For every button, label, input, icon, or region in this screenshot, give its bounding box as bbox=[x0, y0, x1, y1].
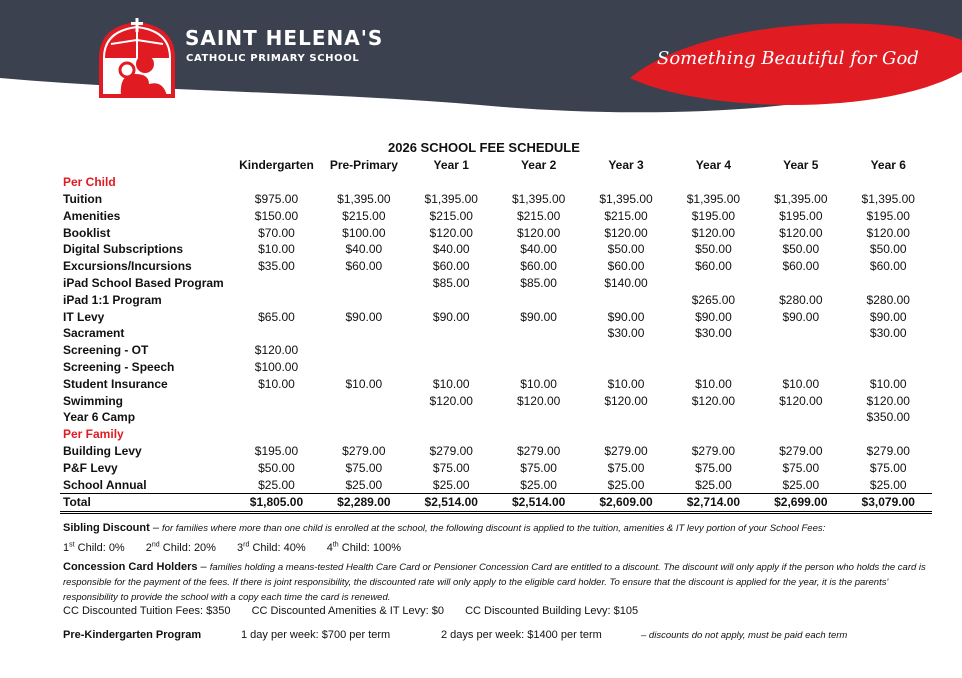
fee-cell bbox=[408, 426, 495, 443]
fee-cell bbox=[670, 275, 757, 292]
fee-cell: $195.00 bbox=[866, 208, 910, 223]
fee-cell: $2,514.00 bbox=[408, 493, 495, 512]
fee-cell: $90.00 bbox=[695, 309, 732, 324]
row-label: Screening - OT bbox=[63, 343, 149, 358]
table-row bbox=[60, 224, 932, 241]
row-label: Swimming bbox=[63, 393, 124, 408]
concession-heading: Concession Card Holders bbox=[63, 561, 198, 573]
fee-cell: $2,714.00 bbox=[670, 493, 757, 512]
fee-cell: $10.00 bbox=[607, 376, 645, 391]
fee-cell: $50.00 bbox=[695, 242, 732, 257]
fee-cell bbox=[757, 359, 844, 376]
sibling-tier: 4th Child: 100% bbox=[326, 541, 402, 554]
fee-cell: $279.00 bbox=[342, 443, 386, 458]
fee-cell: $10.00 bbox=[695, 376, 732, 391]
fee-cell: $60.00 bbox=[782, 259, 820, 274]
fee-cell: $100.00 bbox=[342, 225, 386, 240]
fee-cell bbox=[582, 359, 669, 376]
fee-cell bbox=[320, 325, 407, 342]
fee-cell: $65.00 bbox=[258, 309, 295, 324]
table-row bbox=[60, 443, 932, 460]
fee-cell: $40.00 bbox=[345, 242, 383, 257]
row-label: P&F Levy bbox=[63, 460, 118, 475]
fee-cell bbox=[582, 174, 669, 191]
fee-cell: $1,395.00 bbox=[686, 191, 741, 206]
row-label: Building Levy bbox=[63, 443, 142, 458]
concession-discounts bbox=[63, 604, 638, 619]
fee-cell: $25.00 bbox=[607, 477, 645, 492]
document-title: 2026 SCHOOL FEE SCHEDULE bbox=[388, 140, 580, 155]
fee-cell: $75.00 bbox=[869, 460, 907, 475]
fee-cell bbox=[320, 359, 407, 376]
row-label: School Annual bbox=[63, 477, 147, 492]
fee-cell: $279.00 bbox=[691, 443, 736, 458]
fee-cell: $120.00 bbox=[691, 225, 736, 240]
fee-cell: $50.00 bbox=[607, 242, 645, 257]
fee-cell bbox=[495, 409, 582, 426]
row-label: IT Levy bbox=[63, 309, 105, 324]
fee-cell: $75.00 bbox=[695, 460, 732, 475]
column-header: Kindergarten bbox=[239, 158, 314, 173]
row-label: Tuition bbox=[63, 191, 103, 206]
fee-cell bbox=[670, 342, 757, 359]
fee-cell: $120.00 bbox=[604, 225, 648, 240]
fee-cell bbox=[495, 325, 582, 342]
table-row bbox=[60, 359, 932, 376]
fee-cell: $35.00 bbox=[258, 259, 295, 274]
fee-cell: $120.00 bbox=[254, 343, 299, 358]
table-row bbox=[60, 459, 932, 476]
fee-cell: $75.00 bbox=[345, 460, 383, 475]
fee-cell bbox=[757, 342, 844, 359]
table-row bbox=[60, 409, 932, 426]
fee-cell: $280.00 bbox=[866, 292, 910, 307]
table-row bbox=[60, 207, 932, 224]
fee-cell: $195.00 bbox=[691, 208, 736, 223]
prekindy-option-2: 2 days per week: $1400 per term bbox=[441, 629, 602, 641]
table-row bbox=[60, 291, 932, 308]
fee-cell bbox=[408, 409, 495, 426]
fee-cell bbox=[408, 359, 495, 376]
row-label: iPad School Based Program bbox=[63, 275, 224, 290]
fee-cell: $120.00 bbox=[429, 225, 473, 240]
fee-cell: $1,395.00 bbox=[861, 191, 915, 206]
fee-cell bbox=[582, 342, 669, 359]
row-label: Total bbox=[60, 493, 233, 512]
table-row bbox=[60, 275, 932, 292]
column-header: Year 5 bbox=[783, 158, 819, 173]
fee-cell bbox=[495, 426, 582, 443]
fee-cell: $10.00 bbox=[345, 376, 383, 391]
fee-cell: $85.00 bbox=[520, 275, 557, 290]
fee-cell: $75.00 bbox=[607, 460, 645, 475]
row-label: Digital Subscriptions bbox=[63, 242, 184, 257]
sibling-tier: 3rd Child: 40% bbox=[237, 541, 306, 554]
fee-cell bbox=[845, 275, 933, 292]
fee-cell: $30.00 bbox=[869, 326, 907, 341]
fee-cell: $90.00 bbox=[869, 309, 907, 324]
fee-cell: $70.00 bbox=[258, 225, 295, 240]
fee-cell: $25.00 bbox=[520, 477, 557, 492]
column-header: Year 1 bbox=[433, 158, 469, 173]
table-row bbox=[60, 342, 932, 359]
fee-cell: $120.00 bbox=[866, 393, 910, 408]
fee-cell: $75.00 bbox=[520, 460, 557, 475]
fee-cell: $1,805.00 bbox=[233, 493, 320, 512]
fee-cell: $25.00 bbox=[782, 477, 820, 492]
school-crest-icon bbox=[97, 18, 177, 98]
table-row bbox=[60, 325, 932, 342]
fee-cell: $10.00 bbox=[432, 376, 470, 391]
row-label: Amenities bbox=[63, 208, 121, 223]
prekindy-disclaimer: – discounts do not apply, must be paid each term bbox=[641, 630, 848, 641]
fee-cell bbox=[233, 392, 320, 409]
cc-building-discount: CC Discounted Building Levy: $105 bbox=[465, 605, 639, 617]
total-row bbox=[60, 493, 932, 512]
fee-cell bbox=[320, 275, 407, 292]
fee-cell bbox=[233, 426, 320, 443]
fee-cell: $10.00 bbox=[520, 376, 557, 391]
fee-cell: $280.00 bbox=[779, 292, 823, 307]
fee-cell bbox=[495, 291, 582, 308]
fee-cell: $60.00 bbox=[520, 259, 557, 274]
fee-cell: $10.00 bbox=[258, 376, 295, 391]
fee-cell: $1,395.00 bbox=[424, 191, 478, 206]
fee-cell: $90.00 bbox=[432, 309, 470, 324]
fee-cell: $30.00 bbox=[695, 326, 732, 341]
sibling-discount-text: for families where more than one child is enrolled at the school, the following discount is applied to the tuition, amenities & IT levy portion of your School Fees: bbox=[162, 523, 826, 534]
table-row bbox=[60, 191, 932, 208]
concession-note bbox=[63, 560, 933, 605]
row-label: Excursions/Incursions bbox=[63, 259, 192, 274]
fee-cell bbox=[495, 174, 582, 191]
fee-cell: $60.00 bbox=[345, 259, 383, 274]
sibling-tier: 2nd Child: 20% bbox=[145, 541, 216, 554]
column-header: Year 3 bbox=[608, 158, 644, 173]
fee-cell: $25.00 bbox=[345, 477, 383, 492]
fee-cell: $120.00 bbox=[516, 225, 561, 240]
fee-cell: $1,395.00 bbox=[511, 191, 566, 206]
fee-cell: $50.00 bbox=[258, 460, 295, 475]
fee-cell bbox=[408, 325, 495, 342]
fee-cell: $1,395.00 bbox=[599, 191, 653, 206]
prekindy-note bbox=[63, 628, 847, 643]
fee-cell: $120.00 bbox=[866, 225, 910, 240]
row-label: iPad 1:1 Program bbox=[63, 292, 162, 307]
sibling-tier: 1st Child: 0% bbox=[63, 541, 125, 554]
fee-cell bbox=[320, 342, 407, 359]
fee-cell bbox=[757, 325, 844, 342]
fee-cell: $10.00 bbox=[782, 376, 820, 391]
fee-cell: $50.00 bbox=[782, 242, 820, 257]
table-row bbox=[60, 392, 932, 409]
row-label: Screening - Speech bbox=[63, 359, 175, 374]
fee-cell: $279.00 bbox=[429, 443, 473, 458]
fee-cell bbox=[233, 174, 320, 191]
table-row bbox=[60, 241, 932, 258]
fee-cell bbox=[408, 291, 495, 308]
fee-cell bbox=[582, 409, 669, 426]
fee-cell: $2,699.00 bbox=[757, 493, 844, 512]
row-label: Booklist bbox=[63, 225, 111, 240]
fee-cell: $195.00 bbox=[254, 443, 299, 458]
fee-cell bbox=[233, 275, 320, 292]
fee-cell: $25.00 bbox=[258, 477, 295, 492]
row-label: Year 6 Camp bbox=[63, 410, 136, 425]
fee-cell: $50.00 bbox=[869, 242, 907, 257]
fee-cell: $120.00 bbox=[604, 393, 648, 408]
fee-cell: $75.00 bbox=[782, 460, 820, 475]
fee-cell bbox=[495, 342, 582, 359]
fee-cell: $120.00 bbox=[429, 393, 473, 408]
fee-cell: $279.00 bbox=[604, 443, 648, 458]
fee-cell bbox=[845, 359, 933, 376]
fee-cell bbox=[320, 426, 407, 443]
prekindy-heading: Pre-Kindergarten Program bbox=[63, 629, 202, 641]
fee-cell bbox=[757, 275, 844, 292]
fee-cell: $10.00 bbox=[869, 376, 907, 391]
fee-cell bbox=[320, 409, 407, 426]
cc-amenities-discount: CC Discounted Amenities & IT Levy: $0 bbox=[251, 605, 444, 617]
sibling-discount-note bbox=[63, 521, 825, 536]
fee-cell: $2,289.00 bbox=[320, 493, 407, 512]
column-header: Year 2 bbox=[520, 158, 557, 173]
fee-cell: $40.00 bbox=[432, 242, 470, 257]
school-subtitle: CATHOLIC PRIMARY SCHOOL bbox=[186, 53, 360, 64]
fee-cell: $279.00 bbox=[516, 443, 561, 458]
fee-cell bbox=[320, 291, 407, 308]
fee-cell bbox=[233, 325, 320, 342]
row-label: Per Child bbox=[63, 175, 116, 190]
fee-cell: $40.00 bbox=[520, 242, 557, 257]
fee-cell: $1,395.00 bbox=[337, 191, 391, 206]
fee-cell bbox=[233, 291, 320, 308]
fee-table-body bbox=[60, 174, 932, 512]
fee-cell: $60.00 bbox=[869, 259, 907, 274]
fee-cell: $3,079.00 bbox=[845, 493, 933, 512]
table-row bbox=[60, 476, 932, 493]
fee-cell bbox=[757, 426, 844, 443]
row-label: Student Insurance bbox=[63, 376, 168, 391]
column-header: Year 4 bbox=[695, 158, 732, 173]
fee-cell bbox=[670, 174, 757, 191]
fee-cell: $25.00 bbox=[432, 477, 470, 492]
fee-cell bbox=[845, 174, 933, 191]
fee-cell bbox=[233, 409, 320, 426]
row-label: Per Family bbox=[63, 427, 124, 442]
fee-cell bbox=[582, 426, 669, 443]
fee-cell: $1,395.00 bbox=[774, 191, 828, 206]
row-label: Sacrament bbox=[63, 326, 125, 341]
section-row bbox=[60, 174, 932, 191]
fee-cell bbox=[670, 426, 757, 443]
fee-cell: $90.00 bbox=[782, 309, 820, 324]
fee-cell bbox=[670, 359, 757, 376]
table-header-row bbox=[60, 157, 932, 174]
fee-cell: $120.00 bbox=[691, 393, 736, 408]
fee-cell: $120.00 bbox=[516, 393, 561, 408]
fee-cell bbox=[408, 342, 495, 359]
fee-cell bbox=[320, 392, 407, 409]
fee-cell bbox=[757, 409, 844, 426]
fee-schedule-table bbox=[60, 157, 932, 514]
fee-cell bbox=[582, 291, 669, 308]
fee-cell: $195.00 bbox=[779, 208, 823, 223]
fee-cell: $150.00 bbox=[254, 208, 299, 223]
fee-cell: $279.00 bbox=[866, 443, 910, 458]
fee-cell: $2,514.00 bbox=[495, 493, 582, 512]
fee-cell: $85.00 bbox=[432, 275, 470, 290]
fee-cell: $100.00 bbox=[254, 359, 299, 374]
fee-cell: $120.00 bbox=[779, 393, 823, 408]
fee-cell bbox=[495, 359, 582, 376]
cc-tuition-discount: CC Discounted Tuition Fees: $350 bbox=[63, 605, 231, 617]
fee-cell bbox=[757, 174, 844, 191]
header-label-cell bbox=[60, 157, 233, 174]
fee-cell: $215.00 bbox=[342, 208, 386, 223]
sibling-discount-tiers bbox=[63, 537, 401, 556]
fee-cell: $30.00 bbox=[607, 326, 645, 341]
fee-cell bbox=[670, 409, 757, 426]
fee-cell: $90.00 bbox=[520, 309, 557, 324]
fee-cell: $140.00 bbox=[604, 275, 648, 290]
fee-cell: $279.00 bbox=[779, 443, 823, 458]
table-row bbox=[60, 258, 932, 275]
fee-cell: $60.00 bbox=[432, 259, 470, 274]
fee-cell: $90.00 bbox=[607, 309, 645, 324]
fee-cell bbox=[845, 342, 933, 359]
fee-cell bbox=[408, 174, 495, 191]
fee-cell bbox=[320, 174, 407, 191]
column-header: Pre-Primary bbox=[329, 158, 398, 173]
table-row bbox=[60, 308, 932, 325]
fee-cell: $120.00 bbox=[779, 225, 823, 240]
fee-cell: $60.00 bbox=[695, 259, 732, 274]
school-name: SAINT HELENA'S bbox=[185, 26, 384, 50]
section-row bbox=[60, 426, 932, 443]
sibling-discount-heading: Sibling Discount bbox=[63, 522, 150, 534]
fee-cell: $350.00 bbox=[866, 410, 910, 425]
fee-cell: $25.00 bbox=[869, 477, 907, 492]
fee-cell: $975.00 bbox=[254, 191, 299, 206]
concession-dash: – bbox=[197, 561, 210, 573]
table-row bbox=[60, 375, 932, 392]
fee-cell: $2,609.00 bbox=[582, 493, 669, 512]
fee-cell: $75.00 bbox=[432, 460, 470, 475]
fee-cell: $10.00 bbox=[258, 242, 295, 257]
fee-cell: $215.00 bbox=[516, 208, 561, 223]
fee-cell: $90.00 bbox=[345, 309, 383, 324]
concession-text: families holding a means-tested Health Care Card or Pensioner Concession Card are entitled to a discount. The discount will only apply if the person who holds the card is responsible for the payment of the fees. If there is joint responsibility, the discounted rate will only apply to the eligible card holder. To ensure that the discount is applied for the year, it is the parents' responsibility to provide the school with a copy each time the card is renewed. bbox=[63, 562, 926, 603]
school-tagline: Something Beautiful for God bbox=[657, 48, 919, 69]
fee-cell bbox=[845, 426, 933, 443]
fee-cell: $215.00 bbox=[604, 208, 648, 223]
column-header: Year 6 bbox=[870, 158, 906, 173]
sibling-dash: – bbox=[149, 522, 163, 534]
prekindy-option-1: 1 day per week: $700 per term bbox=[241, 629, 391, 641]
fee-cell: $215.00 bbox=[429, 208, 473, 223]
fee-cell: $60.00 bbox=[607, 259, 645, 274]
fee-cell: $25.00 bbox=[695, 477, 732, 492]
fee-cell: $265.00 bbox=[691, 292, 736, 307]
